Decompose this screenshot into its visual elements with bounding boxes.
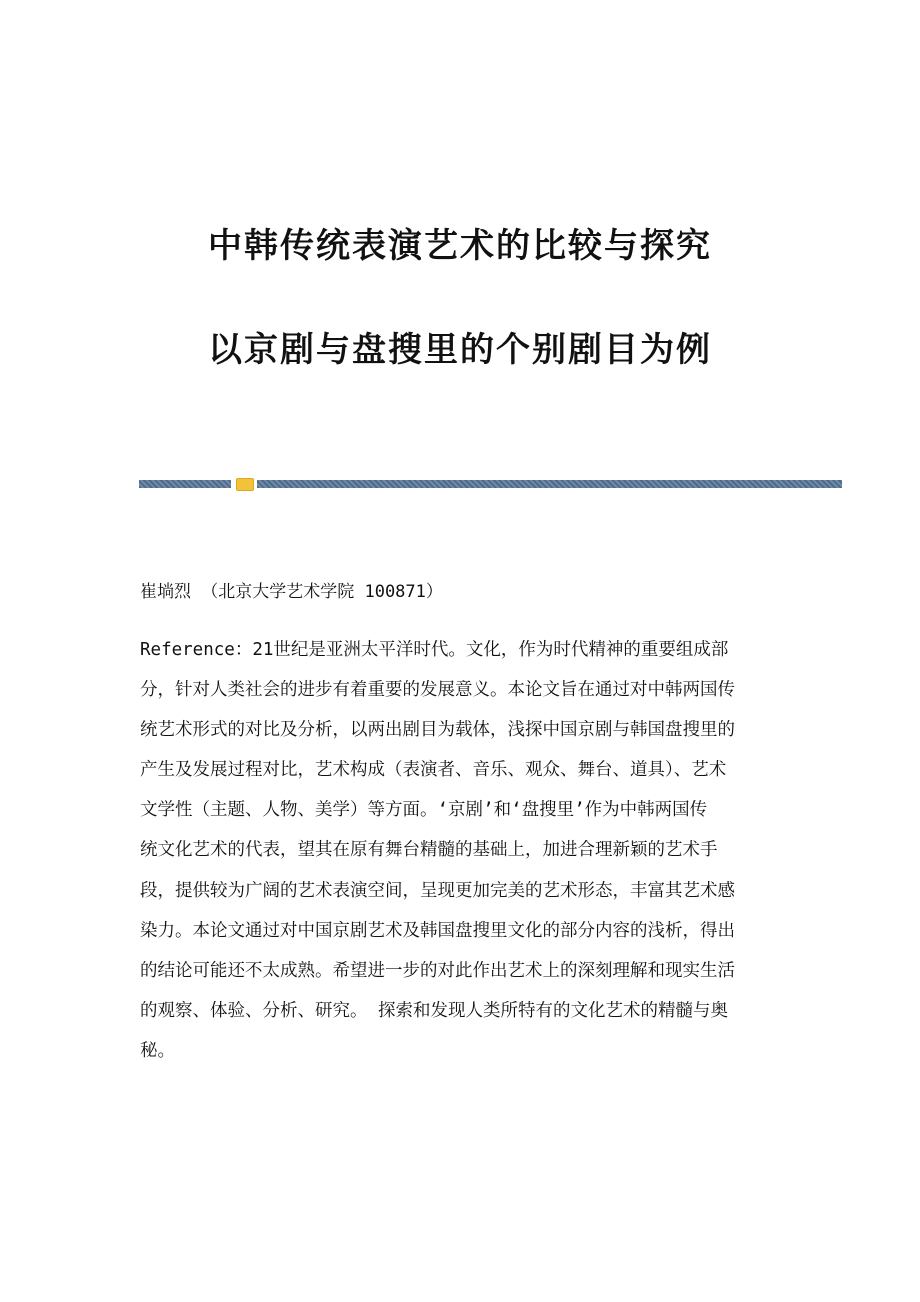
abstract-line: Reference：21世纪是亚洲太平洋时代。文化，作为时代精神的重要组成部: [140, 640, 729, 660]
abstract-line: 段，提供较为广阔的艺术表演空间，呈现更加完美的艺术形态，丰富其艺术感: [140, 880, 735, 901]
abstract-line: 统文化艺术的代表，望其在原有舞台精髓的基础上，加进合理新颖的艺术手: [140, 840, 718, 861]
abstract: [140, 630, 735, 1071]
document-title: 中韩传统表演艺术的比较与探究: [208, 226, 712, 266]
divider-left: [139, 480, 231, 488]
abstract-line: 染力。本论文通过对中国京剧艺术及韩国盘搜里文化的部分内容的浅析，得出: [140, 920, 735, 941]
abstract-line: 的观察、体验、分析、研究。 探索和发现人类所特有的文化艺术的精髓与奥: [140, 1000, 729, 1021]
abstract-line: 统艺术形式的对比及分析，以两出剧目为载体，浅探中国京剧与韩国盘搜里的: [140, 720, 735, 741]
author-affiliation: 崔埫烈 （北京大学艺术学院 100871）: [140, 582, 443, 602]
abstract-line: 的结论可能还不太成熟。希望进一步的对此作出艺术上的深刻理解和现实生活: [140, 960, 735, 981]
abstract-line: 分，针对人类社会的进步有着重要的发展意义。本论文旨在通过对中韩两国传: [140, 680, 735, 701]
envelope-icon: [236, 478, 254, 491]
abstract-line: 文学性（主题、人物、美学）等方面。‘京剧’和‘盘搜里’作为中韩两国传: [140, 800, 708, 821]
abstract-line: 秘。: [140, 1040, 175, 1061]
divider-right: [257, 480, 842, 488]
abstract-line: 产生及发展过程对比，艺术构成（表演者、音乐、观众、舞台、道具）、艺术: [140, 760, 727, 781]
document-subtitle: 以京剧与盘搜里的个别剧目为例: [208, 330, 712, 370]
